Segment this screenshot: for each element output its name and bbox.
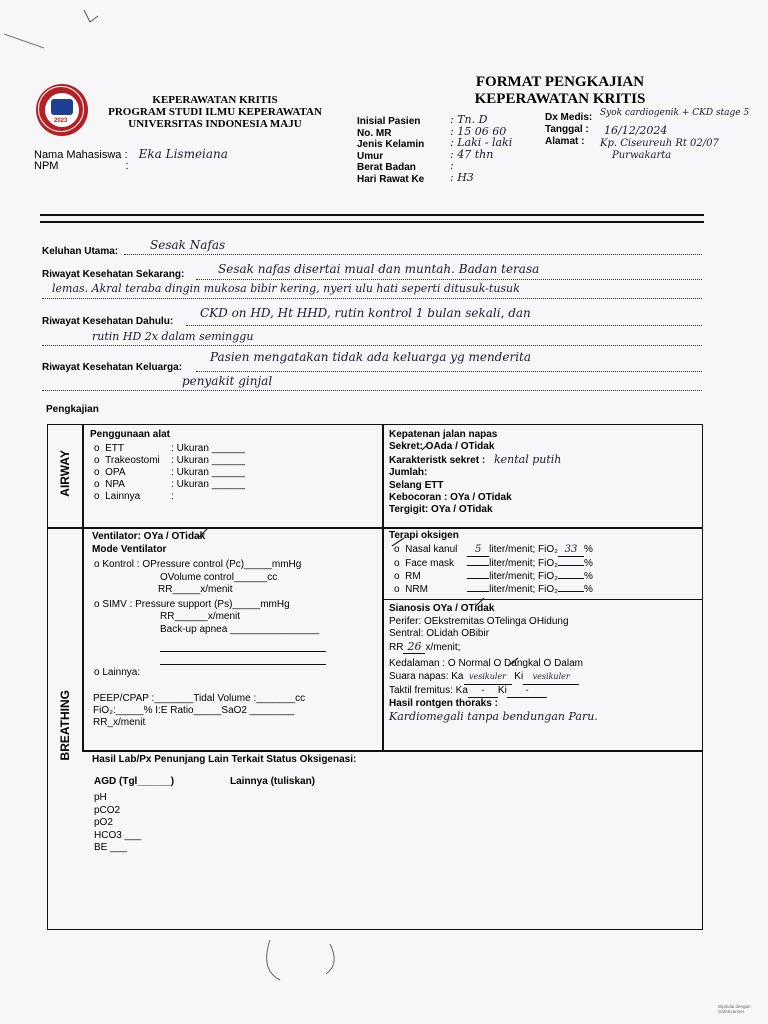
o2-unit-4: liter/menit; FiO₂ — [489, 584, 559, 595]
bitten-option: Tergigit: OYa / OTidak — [389, 504, 493, 516]
fremitus-ki: - — [507, 685, 547, 699]
lab-other-label: Lainnya (tuliskan) — [230, 776, 316, 787]
secretion-char-label: Karakteristk sekret : — [389, 454, 486, 466]
o2-nrm: NRM — [405, 584, 428, 595]
vent-checkmark — [190, 524, 230, 544]
simv-rr: RR______x/menit — [160, 611, 241, 622]
central-option: Sentral: OLidah OBibir — [389, 628, 490, 640]
past-history-label: Riwayat Kesehatan Dahulu: — [42, 316, 174, 327]
current-history-value-2: lemas. Akral teraba dingin mukosa bibir kering, nyeri ulu hati seperti ditusuk-tusuk — [52, 282, 520, 295]
o2-pct: % — [584, 544, 593, 555]
vent-other-label: o Lainnya: — [94, 667, 141, 678]
o2-pct-2: % — [584, 558, 593, 569]
cyanosis-option: Sianosis OYa / OTidak — [389, 603, 495, 614]
sex-value: : Laki - laki — [450, 136, 513, 149]
tool-other-field: : — [171, 491, 174, 502]
npm-colon: : — [125, 160, 129, 172]
institution-line-2: PROGRAM STUDI ILMU KEPERAWATAN — [108, 106, 322, 118]
date-label: Tanggal : — [545, 124, 589, 135]
resp-rate-value: 26 — [403, 641, 425, 655]
breath-sound-label: Suara napas: Ka — [389, 670, 464, 682]
agd-label: AGD (Tgl______) — [94, 776, 175, 787]
student-name-label: Nama Mahasiswa : — [34, 149, 128, 161]
airway-tools-list: o ETT : Ukuran ______ o Trakeostomi : Ukuran ______ o OPA : Ukuran ______ o NPA : Ukuran ______ o Lainnya : — [94, 443, 246, 502]
xray-value: Kardiomegali tanpa bendungan Paru. — [389, 709, 598, 723]
address-value-1: Kp. Ciseureuh Rt 02/07 — [600, 138, 719, 149]
initials-value: : Tn. D — [450, 113, 488, 126]
ventilator-option: Ventilator: OYa / OTidak — [92, 531, 206, 542]
chief-complaint-value: Sesak Nafas — [150, 238, 226, 252]
chief-complaint-label: Keluhan Utama: — [42, 246, 119, 257]
form-title-line-1: FORMAT PENGKAJIAN — [475, 74, 645, 90]
peep-field: PEEP/CPAP :_______Tidal Volume :_______cc — [93, 693, 306, 704]
tool-ett: ETT — [105, 443, 125, 454]
student-name-value: Eka Lismeiana — [138, 147, 228, 161]
fremitus-ka: - — [468, 685, 498, 699]
mr-value: : 15 06 60 — [450, 124, 507, 138]
simv-label: o SIMV : — [94, 598, 133, 610]
pressure-support: Pressure support (Ps)_____mmHg — [135, 598, 290, 610]
current-history-line-2 — [42, 298, 702, 299]
depth-option: Kedalaman : O Normal O Dangkal O Dalam — [389, 658, 583, 670]
past-history-value-1: CKD on HD, Ht HHD, rutin kontrol 1 bulan sekali, dan — [200, 306, 531, 320]
volume-control: OVolume control______cc — [160, 571, 278, 583]
secretion-option: Sekret: OAda / OTidak — [389, 441, 495, 453]
sex-label: Jenis Kelamin — [357, 139, 425, 150]
tool-trach-size: : Ukuran ______ — [171, 455, 246, 466]
patency-title: Kepatenan jalan napas — [389, 429, 498, 440]
lab-be: BE ___ — [94, 842, 127, 853]
tool-npa: NPA — [105, 479, 125, 490]
chief-complaint-line — [124, 254, 702, 255]
bottom-scribble — [200, 930, 400, 990]
o2-facemask: Face mask — [405, 558, 455, 569]
blank-line-1 — [160, 651, 326, 652]
o2-nasal-fio2: 33 — [558, 543, 584, 557]
npm-label: NPM — [34, 160, 59, 172]
oxygen-title: Terapi oksigen — [389, 530, 459, 541]
side-column-divider — [82, 424, 84, 751]
lab-ph: pH — [94, 792, 107, 803]
fremitus-label: Taktil fremitus: Ka — [389, 684, 468, 696]
corner-scribble — [0, 0, 140, 70]
ett-hose-title: Selang ETT — [389, 479, 444, 491]
fremitus-ki-label: Ki — [497, 684, 507, 696]
header-divider — [40, 214, 704, 216]
family-history-value-2: penyakit ginjal — [182, 374, 273, 388]
lab-hco3: HCO3 ___ — [94, 829, 142, 841]
airway-side-label: AIRWAY — [58, 450, 72, 497]
tool-opa: OPA — [105, 467, 126, 478]
family-history-line — [196, 371, 702, 372]
o2-unit-3: liter/menit; FiO₂ — [489, 571, 559, 582]
o2-rm: RM — [405, 571, 421, 582]
day-label: Hari Rawat Ke — [357, 173, 425, 185]
weight-label: Berat Badan — [357, 162, 416, 173]
lab-divider — [82, 750, 703, 752]
airway-tools-title: Penggunaan alat — [90, 429, 171, 440]
current-history-line — [196, 279, 702, 280]
address-value-2: Purwakarta — [612, 150, 672, 161]
secretion-char-value: kental putih — [493, 452, 562, 466]
initials-label: Inisial Pasien — [357, 116, 421, 127]
tool-opa-size: : Ukuran ______ — [171, 467, 246, 478]
scanner-line-2: CamScanner — [718, 1009, 745, 1014]
o2-nasal-rate: 5 — [467, 543, 489, 557]
breathing-side-label: BREATHING — [58, 690, 72, 761]
fio2-field: FiO₂:_____% I:E Ratio_____SaO2 ________ — [93, 705, 295, 716]
breath-sound-ki: vesikuler — [523, 671, 579, 685]
blank-line-2 — [160, 664, 326, 665]
family-history-label: Riwayat Kesehatan Keluarga: — [42, 362, 183, 373]
family-history-value-1: Pasien mengatakan tidak ada keluarga yg menderita — [210, 350, 532, 364]
control-rr: RR_____x/menit — [158, 584, 233, 595]
tool-npa-size: : Ukuran ______ — [171, 479, 246, 490]
breath-sound-ka: vesikuler — [464, 671, 512, 685]
o2-unit-2: liter/menit; FiO₂ — [489, 558, 559, 569]
family-history-line-2 — [42, 390, 702, 391]
past-history-value-2: rutin HD 2x dalam seminggu — [92, 330, 254, 343]
current-history-value-1: Sesak nafas disertai mual dan muntah. Badan terasa — [218, 262, 540, 276]
scanner-line-1: Dipindai dengan — [718, 1004, 751, 1009]
age-label: Umur — [357, 150, 384, 162]
institution-line-1: KEPERAWATAN KRITIS — [152, 94, 278, 106]
tool-ett-size: : Ukuran ______ — [171, 443, 246, 454]
o2-unit: liter/menit; FiO₂ — [489, 544, 559, 555]
institution-line-3: UNIVERSITAS INDONESIA MAJU — [128, 118, 302, 130]
vent-mode-title: Mode Ventilator — [92, 543, 167, 555]
dx-value: Syok cardiogenik + CKD stage 5 — [600, 108, 750, 118]
resp-rate-label: RR — [389, 641, 404, 653]
weight-value: : — [450, 159, 454, 172]
peripheral-option: Perifer: OEkstremitas OTelinga OHidung — [389, 615, 569, 627]
past-history-line — [186, 325, 702, 326]
backup-apnea: Back-up apnea ________________ — [160, 623, 320, 635]
mr-label: No. MR — [357, 127, 392, 139]
control-label: o Kontrol : — [94, 559, 140, 570]
lab-pco2: pCO2 — [94, 804, 121, 816]
leak-option: Kebocoran : OYa / OTidak — [389, 492, 512, 504]
o2-nasal: Nasal kanul — [405, 544, 458, 555]
current-history-label: Riwayat Kesehatan Sekarang: — [42, 269, 185, 280]
lab-title: Hasil Lab/Px Penunjang Lain Terkait Status Oksigenasi: — [92, 754, 357, 765]
xray-title: Hasil rontgen thoraks : — [389, 698, 498, 710]
scanner-watermark — [718, 1004, 751, 1014]
breath-sound-ki-label: Ki — [514, 670, 524, 682]
past-history-line-2 — [42, 345, 702, 346]
day-value: : H3 — [450, 170, 474, 184]
form-title-line-2: KEPERAWATAN KRITIS — [474, 91, 646, 107]
dx-label: Dx Medis: — [545, 112, 593, 123]
date-value: 16/12/2024 — [604, 124, 668, 137]
rr-field: RR_x/menit — [93, 717, 146, 728]
tool-trach: Trakeostomi — [105, 455, 160, 466]
handwritten-checkmarks — [380, 420, 710, 680]
university-logo: 2023 — [36, 84, 88, 136]
oxygen-list: o Nasal kanul 5 liter/menit; FiO₂ 33 % o Face mask liter/menit; FiO₂ % o RM liter/menit; FiO₂ % o NRM liter/menit; FiO₂ % — [394, 544, 593, 595]
o2-pct-4: % — [584, 584, 593, 595]
pressure-control: OPressure control (Pc)_____mmHg — [142, 559, 302, 570]
secretion-amount: Jumlah: — [389, 467, 428, 479]
age-value: : 47 thn — [450, 147, 494, 161]
tool-other: Lainnya — [105, 491, 141, 502]
assessment-label: Pengkajian — [46, 404, 99, 415]
address-label: Alamat : — [545, 136, 585, 147]
resp-rate-unit: x/menit; — [425, 641, 461, 653]
header-divider-2 — [40, 221, 704, 223]
o2-pct-3: % — [584, 571, 593, 582]
lab-po2: pO2 — [94, 817, 113, 828]
